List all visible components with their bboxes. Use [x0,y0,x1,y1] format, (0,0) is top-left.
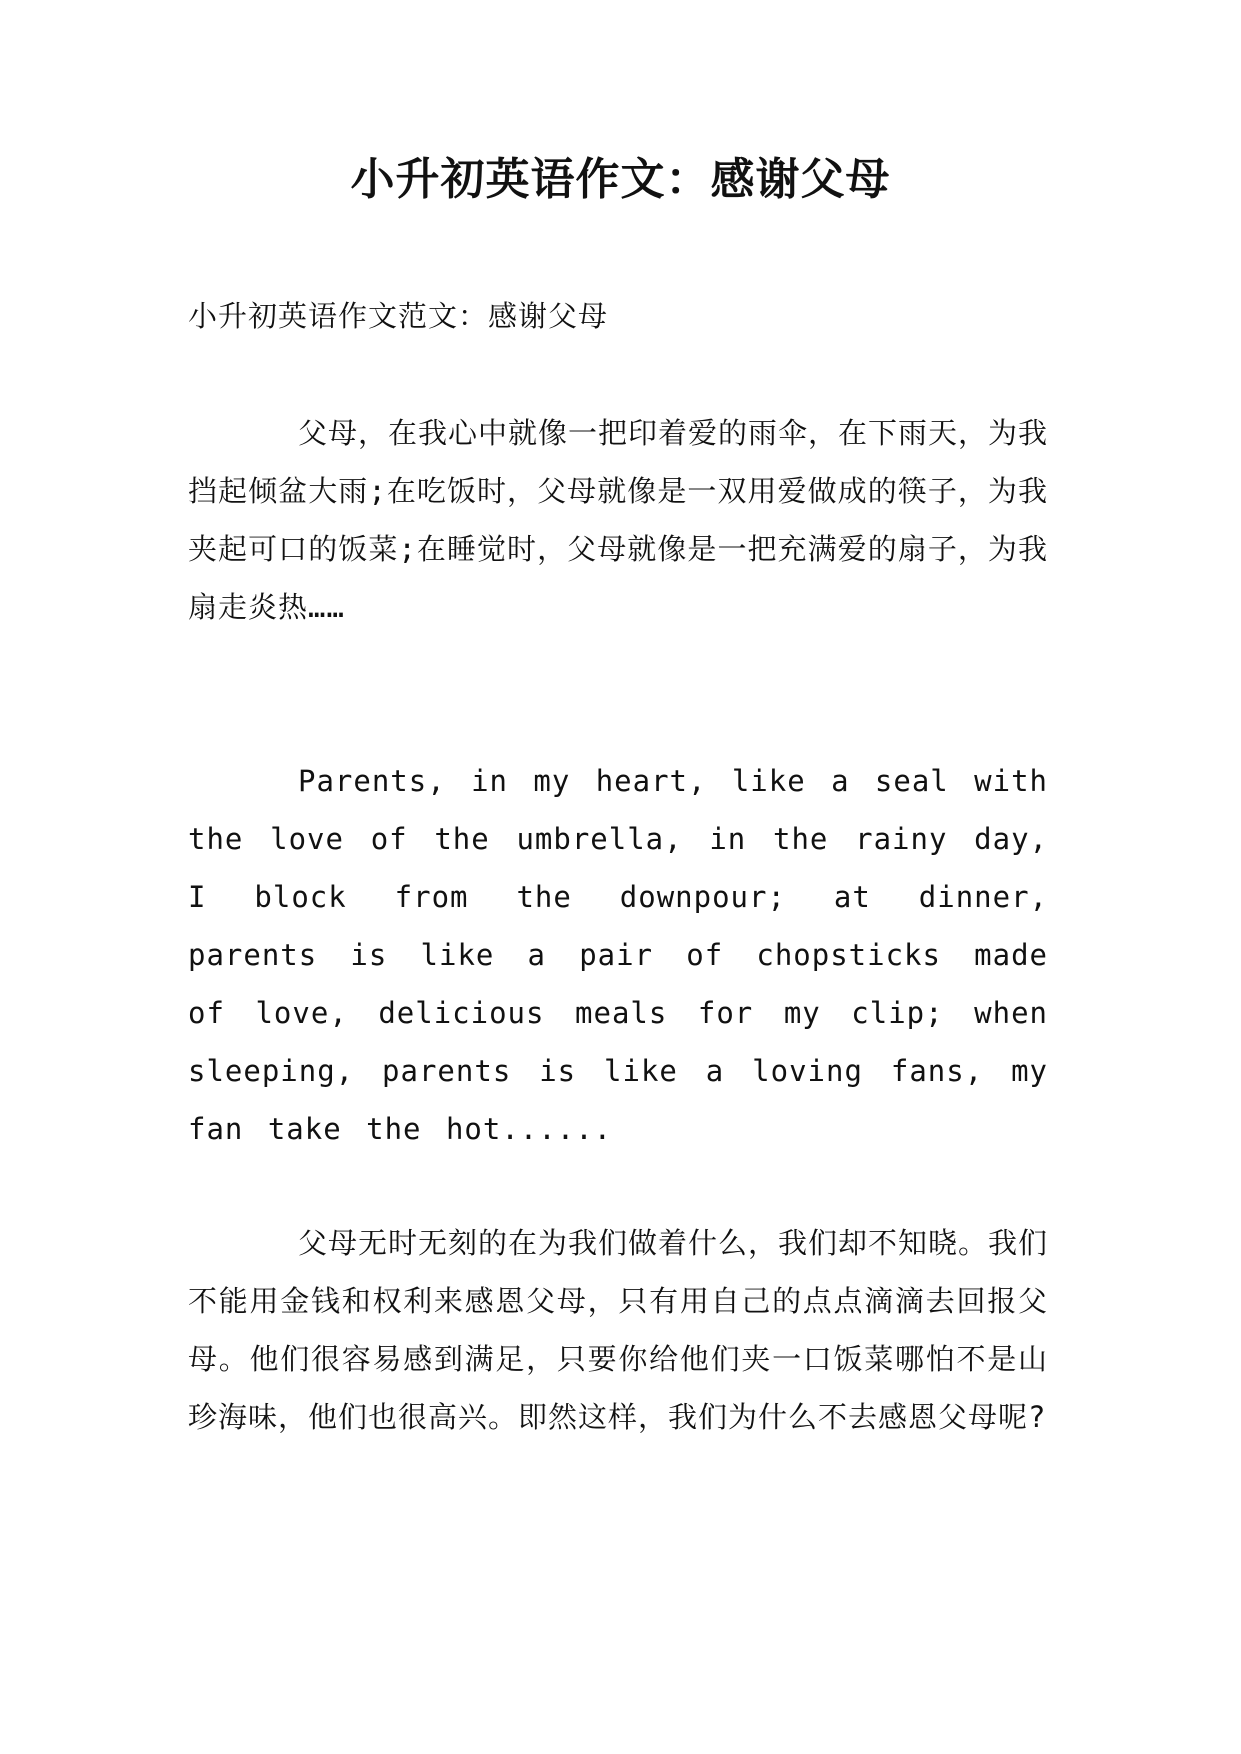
document-title: 小升初英语作文：感谢父母 [350,154,891,205]
document-subtitle: 小升初英语作文范文：感谢父母 [188,299,609,333]
paragraph-chinese-2: 父母无时无刻的在为我们做着什么，我们却不知晓。我们不能用金钱和权利来感恩父母，只有用自己的点点滴滴去回报父母。他们很容易感到满足，只要你给他们夹一口饭菜哪怕不是山珍海味，他们也很高兴。即然这样，我们为什么不去感恩父母呢? [188,1226,1049,1434]
paragraph-chinese-1: 父母，在我心中就像一把印着爱的雨伞，在下雨天，为我挡起倾盆大雨;在吃饭时，父母就像是一双用爱做成的筷子，为我夹起可口的饭菜;在睡觉时，父母就像是一把充满爱的扇子，为我扇走炎热…… [188,416,1049,624]
paragraph-english: Parents, in my heart, like a seal with the love of the umbrella, in the rainy day, I block from the downpour; at dinner, parents is like a pair of chopsticks made of love, delicious meals for my clip; when sleeping, parents is like a loving fans, my fan take the hot...... [188,764,1048,1146]
